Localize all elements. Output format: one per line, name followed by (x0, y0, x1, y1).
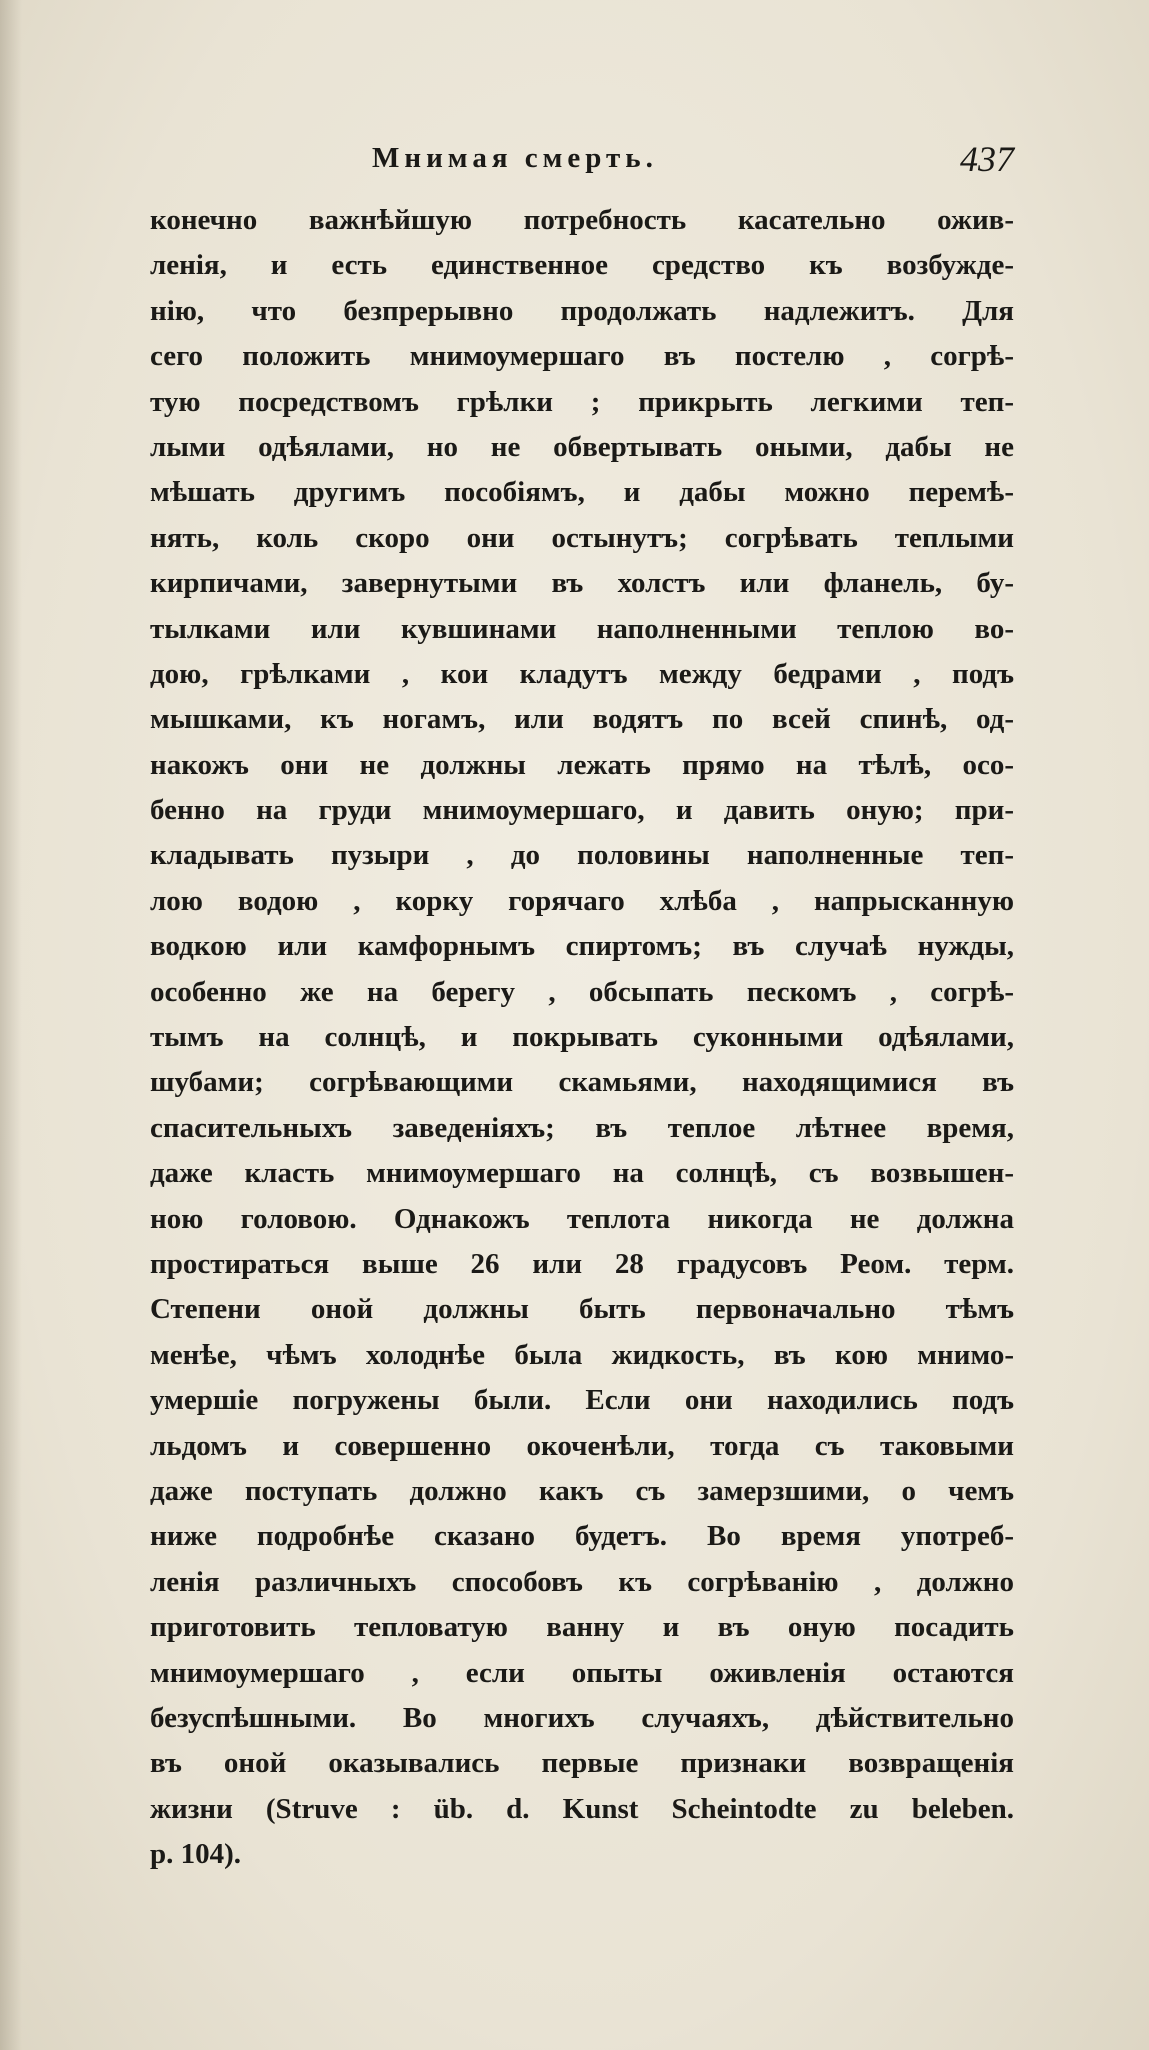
text-line: даже класть мнимоумершаго на солнцѣ, съ возвышен- (150, 1157, 1014, 1190)
text-line: жизни (Struve : üb. d. Kunst Scheintodte zu beleben. (150, 1792, 1014, 1825)
text-line: особенно же на берегу , обсыпать пескомъ , согрѣ- (150, 975, 1014, 1008)
text-line: менѣе, чѣмъ холоднѣе была жидкость, въ кою мнимо- (150, 1338, 1014, 1371)
text-line: въ оной оказывались первые признаки возвращенія (150, 1747, 1014, 1780)
text-line: спасительныхъ заведеніяхъ; въ теплое лѣтнее время, (150, 1111, 1014, 1144)
text-line: льдомъ и совершенно окоченѣли, тогда съ таковыми (150, 1429, 1014, 1462)
text-line: водкою или камфорнымъ спиртомъ; въ случаѣ нужды, (150, 930, 1014, 963)
text-line: простираться выше 26 или 28 градусовъ Реом. терм. (150, 1247, 1014, 1280)
text-line: ленія различныхъ способовъ къ согрѣванію , должно (150, 1565, 1014, 1598)
text-line: тылками или кувшинами наполненными теплою во- (150, 612, 1014, 645)
text-line: тымъ на солнцѣ, и покрывать суконными одѣялами, (150, 1021, 1014, 1054)
page-edge-shadow (0, 0, 22, 2050)
text-line: безуспѣшными. Во многихъ случаяхъ, дѣйствительно (150, 1701, 1014, 1734)
text-line: нять, коль скоро они остынутъ; согрѣвать теплыми (150, 521, 1014, 554)
text-line: сего положить мнимоумершаго въ постелю , согрѣ- (150, 340, 1014, 373)
text-line: шубами; согрѣвающими скамьями, находящимися въ (150, 1066, 1014, 1099)
text-line: кладывать пузыри , до половины наполненные теп- (150, 839, 1014, 872)
body-text (150, 198, 1014, 1877)
text-line: Степени оной должны быть первоначально тѣмъ (150, 1293, 1014, 1326)
text-line: тую посредствомъ грѣлки ; прикрыть легкими теп- (150, 385, 1014, 418)
text-line: накожъ они не должны лежать прямо на тѣлѣ, осо- (150, 748, 1014, 781)
text-line: лыми одѣялами, но не обвертывать оными, дабы не (150, 430, 1014, 463)
text-line: дою, грѣлками , кои кладутъ между бедрами , подъ (150, 657, 1014, 690)
text-line: кирпичами, завернутыми въ холстъ или фланель, бу- (150, 567, 1014, 600)
text-line: мышками, къ ногамъ, или водятъ по всей спинѣ, од- (150, 703, 1014, 736)
text-line: ниже подробнѣе сказано будетъ. Во время употреб- (150, 1520, 1014, 1553)
text-line: нію, что безпрерывно продолжать надлежитъ. Для (150, 294, 1014, 327)
text-line: приготовить тепловатую ванну и въ оную посадить (150, 1611, 1014, 1644)
text-line: ленія, и есть единственное средство къ возбужде- (150, 249, 1014, 282)
page-number: 437 (960, 139, 1014, 179)
text-line: мѣшать другимъ пособіямъ, и дабы можно перемѣ- (150, 476, 1014, 509)
text-line: конечно важнѣйшую потребность касательно ожив- (150, 204, 1014, 236)
text-line: даже поступать должно какъ съ замерзшими, о чемъ (150, 1474, 1014, 1507)
text-line: бенно на груди мнимоумершаго, и давить оную; при- (150, 794, 1014, 827)
running-title: Мнимая смерть. (372, 142, 658, 174)
text-line: ною головою. Однакожъ теплота никогда не должна (150, 1202, 1014, 1235)
page-header (150, 139, 1014, 186)
text-line: умершіе погружены были. Если они находились подъ (150, 1384, 1014, 1417)
text-line: p. 104). (150, 1838, 242, 1871)
text-line: лою водою , корку горячаго хлѣба , напрысканную (150, 884, 1014, 917)
text-line: мнимоумершаго , если опыты оживленія остаются (150, 1656, 1014, 1689)
